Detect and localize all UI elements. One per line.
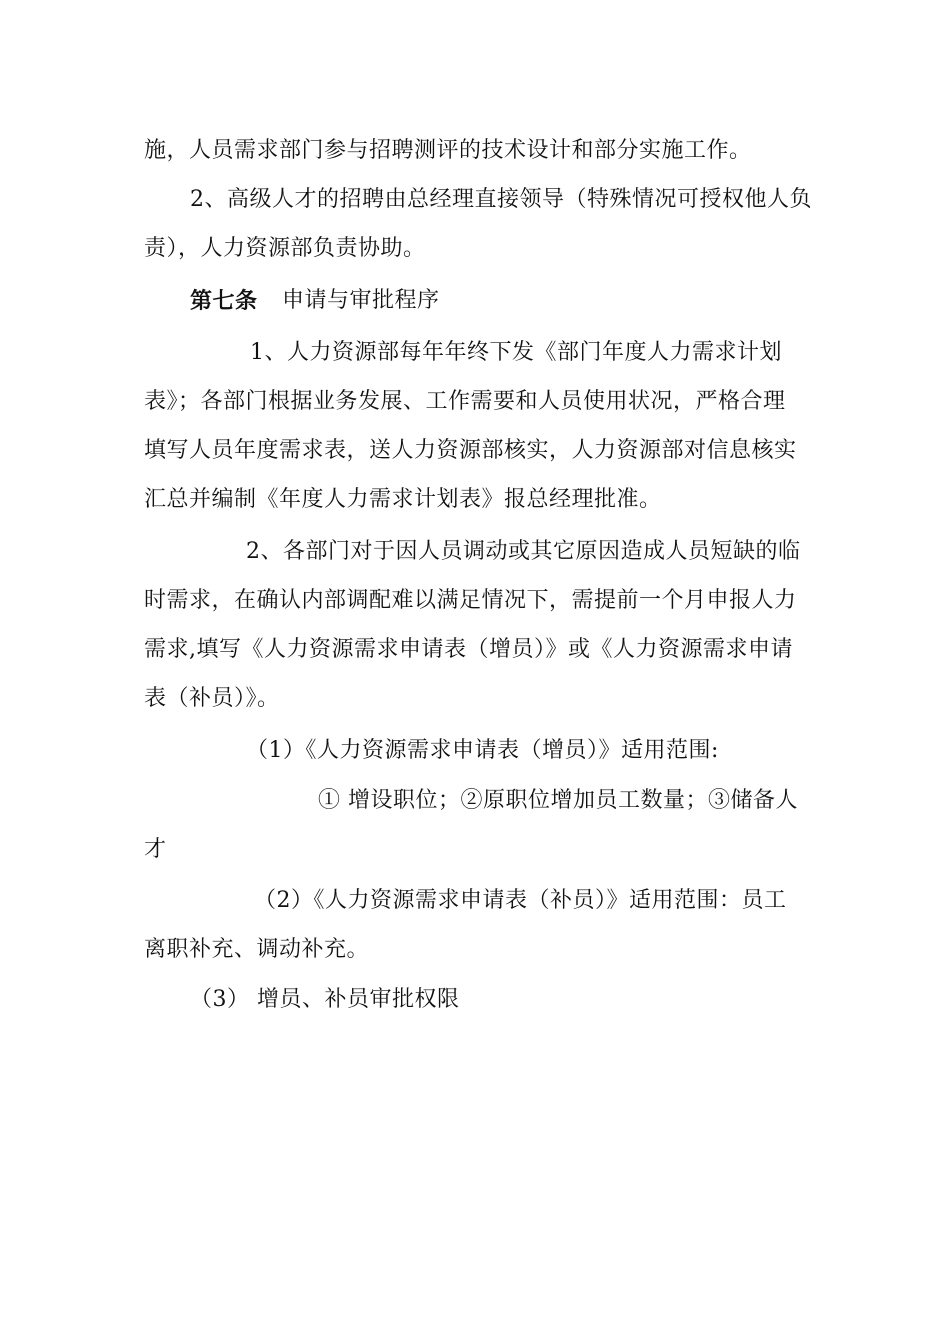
paragraph-line: 2、高级人才的招聘由总经理直接领导（特殊情况可授权他人负 (190, 187, 812, 212)
article-heading-title: 申请与审批程序 (282, 288, 440, 313)
paragraph-line: （1）《人力资源需求申请表（增员）》适用范围: (246, 738, 719, 763)
paragraph-line: 2、各部门对于因人员调动或其它原因造成人员短缺的临 (246, 539, 801, 564)
paragraph-line: 责），人力资源部负责协助。 (144, 236, 426, 261)
paragraph-line: 填写人员年度需求表，送人力资源部核实，人力资源部对信息核实 (144, 438, 797, 463)
paragraph-line: 离职补充、调动补充。 (144, 937, 370, 962)
paragraph-line: 时需求，在确认内部调配难以满足情况下，需提前一个月申报人力 (144, 588, 797, 613)
paragraph-line: （3） 增员、补员审批权限 (190, 987, 460, 1012)
paragraph-line: 表（补员）》。 (144, 686, 280, 711)
paragraph-line: 施，人员需求部门参与招聘测评的技术设计和部分实施工作。 (144, 138, 752, 163)
paragraph-line: （2）《人力资源需求申请表（补员）》适用范围：员工 (254, 888, 787, 913)
paragraph-line: 才 (144, 837, 167, 862)
paragraph-line: 需求,填写《人力资源需求申请表（增员）》或《人力资源需求申请 (144, 637, 793, 662)
paragraph-line: 表》；各部门根据业务发展、工作需要和人员使用状况，严格合理 (144, 389, 786, 414)
article-heading-number: 第七条 (190, 288, 258, 314)
paragraph-line: 汇总并编制《年度人力需求计划表》报总经理批准。 (144, 487, 662, 512)
paragraph-line: 1、人力资源部每年年终下发《部门年度人力需求计划 (250, 340, 782, 365)
paragraph-line: ① 增设职位；②原职位增加员工数量；③储备人 (318, 788, 798, 813)
